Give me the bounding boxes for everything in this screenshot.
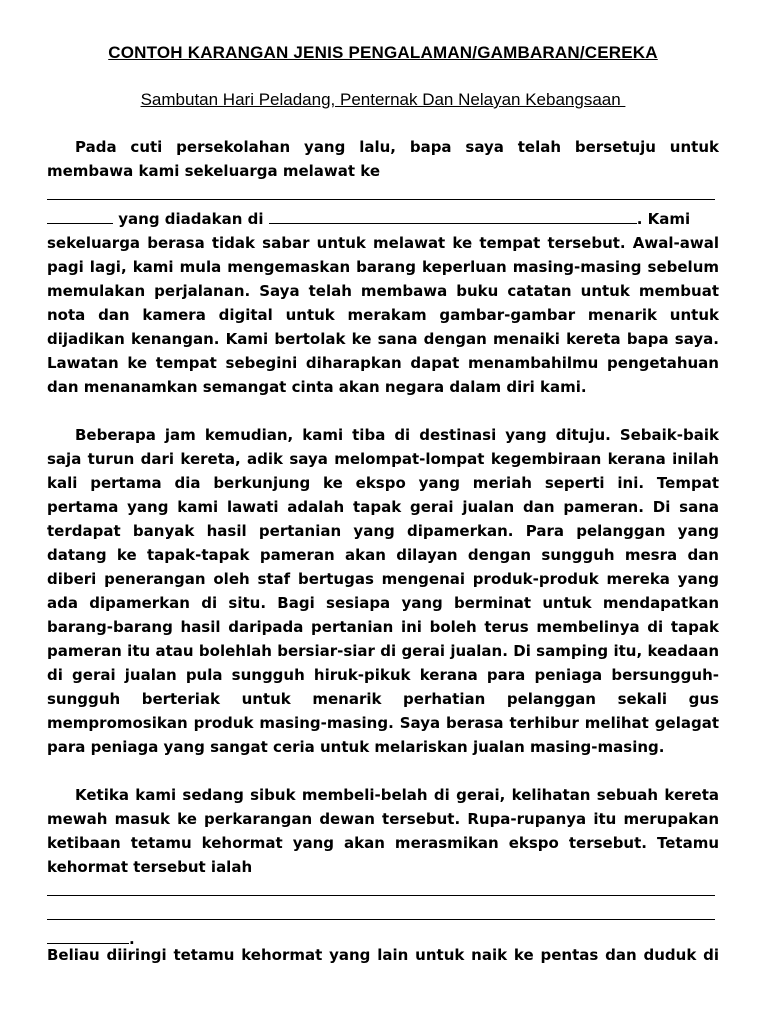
blank-destination [47,185,715,200]
text-kami: . Kami [636,210,691,228]
paragraph-2-line-2: saja turun dari kereta, adik saya melompat-lompat kegembiraan kerana inilah [47,450,719,468]
paragraph-3-line-1: Ketika kami sedang sibuk membeli-belah di gerai, kelihatan sebuah kereta [75,786,719,804]
paragraph-2-line-11: di gerai jualan pula sungguh hiruk-pikuk kerana para peniaga bersungguh- [47,666,719,684]
text-yang-diadakan-di: yang diadakan di [118,210,264,228]
paragraph-1-line-1: Pada cuti persekolahan yang lalu, bapa saya telah bersetuju untuk [75,138,719,156]
fill-in-blank-line [47,903,719,927]
text-period: . [129,930,135,948]
document-page [47,0,719,1024]
paragraph-2-line-8: ada dipamerkan di situ. Bagi sesiapa yang berminat untuk mendapatkan [47,594,719,612]
paragraph-2-line-7: diberi penerangan oleh staf bertugas mengenai produk-produk mereka yang [47,570,719,588]
document-title: CONTOH KARANGAN JENIS PENGALAMAN/GAMBARAN/CEREKA [108,43,658,62]
paragraph-2-line-6: datang ke tapak-tapak pameran akan dilayan dengan sungguh mesra dan [47,546,719,564]
paragraph-2-line-10: pameran itu atau bolehlah bersiar-siar di gerai jualan. Di samping itu, keadaan [47,642,719,660]
paragraph-3-line-2: mewah masuk ke perkarangan dewan tersebut. Rupa-rupanya itu merupakan [47,810,719,828]
paragraph-2-line-9: barang-barang hasil daripada pertanian ini boleh terus membelinya di tapak [47,618,719,636]
paragraph-1-line-2: membawa kami sekeluarga melawat ke [47,162,381,180]
fill-in-blank-line [47,879,719,903]
blank-guest-name-3 [47,929,129,944]
paragraph-3-line-4: kehormat tersebut ialah [47,858,253,876]
paragraph-1-line-10: Lawatan ke tempat sebegini diharapkan dapat menambahilmu pengetahuan [47,354,719,372]
paragraph-2-line-3: kali pertama dia berkunjung ke ekspo yang meriah seperti ini. Tempat [47,474,719,492]
paragraph-1-line-5: sekeluarga berasa tidak sabar untuk melawat ke tempat tersebut. Awal-awal [47,234,719,252]
blank-guest-name-1 [47,881,715,896]
paragraph-1-line-4 [47,207,719,231]
blank-event [47,209,113,224]
paragraph-3-line-6: Beliau diiringi tetamu kehormat yang lain untuk naik ke pentas dan duduk di [47,946,719,964]
document-subtitle: Sambutan Hari Peladang, Penternak Dan Nelayan Kebangsaan [140,90,626,109]
blank-guest-name-2 [47,905,715,920]
paragraph-1-line-7: memulakan perjalanan. Saya telah membawa buku catatan untuk membuat [47,282,719,300]
paragraph-2-line-4: pertama yang kami lawati adalah tapak gerai jualan dan pameran. Di sana [47,498,719,516]
blank-location [269,209,637,224]
paragraph-2-line-1: Beberapa jam kemudian, kami tiba di destinasi yang dituju. Sebaik-baik [75,426,719,444]
paragraph-2-line-12: sungguh berteriak untuk menarik perhatian pelanggan sekali gus [47,690,719,708]
paragraph-1-line-8: nota dan kamera digital untuk merakam gambar-gambar menarik untuk [47,306,719,324]
paragraph-3-line-3: ketibaan tetamu kehormat yang akan merasmikan ekspo tersebut. Tetamu [47,834,719,852]
paragraph-2-line-13: mempromosikan produk masing-masing. Saya berasa terhibur melihat gelagat [47,714,719,732]
fill-in-blank-line [47,183,719,207]
paragraph-1-line-9: dijadikan kenangan. Kami bertolak ke sana dengan menaiki kereta bapa saya. [47,330,719,348]
paragraph-1-line-11: dan menanamkan semangat cinta akan negara dalam diri kami. [47,378,587,396]
paragraph-2-line-14: para peniaga yang sangat ceria untuk melariskan jualan masing-masing. [47,738,665,756]
paragraph-2-line-5: terdapat banyak hasil pertanian yang dipamerkan. Para pelanggan yang [47,522,719,540]
paragraph-1-line-6: pagi lagi, kami mula mengemaskan barang keperluan masing-masing sebelum [47,258,719,276]
